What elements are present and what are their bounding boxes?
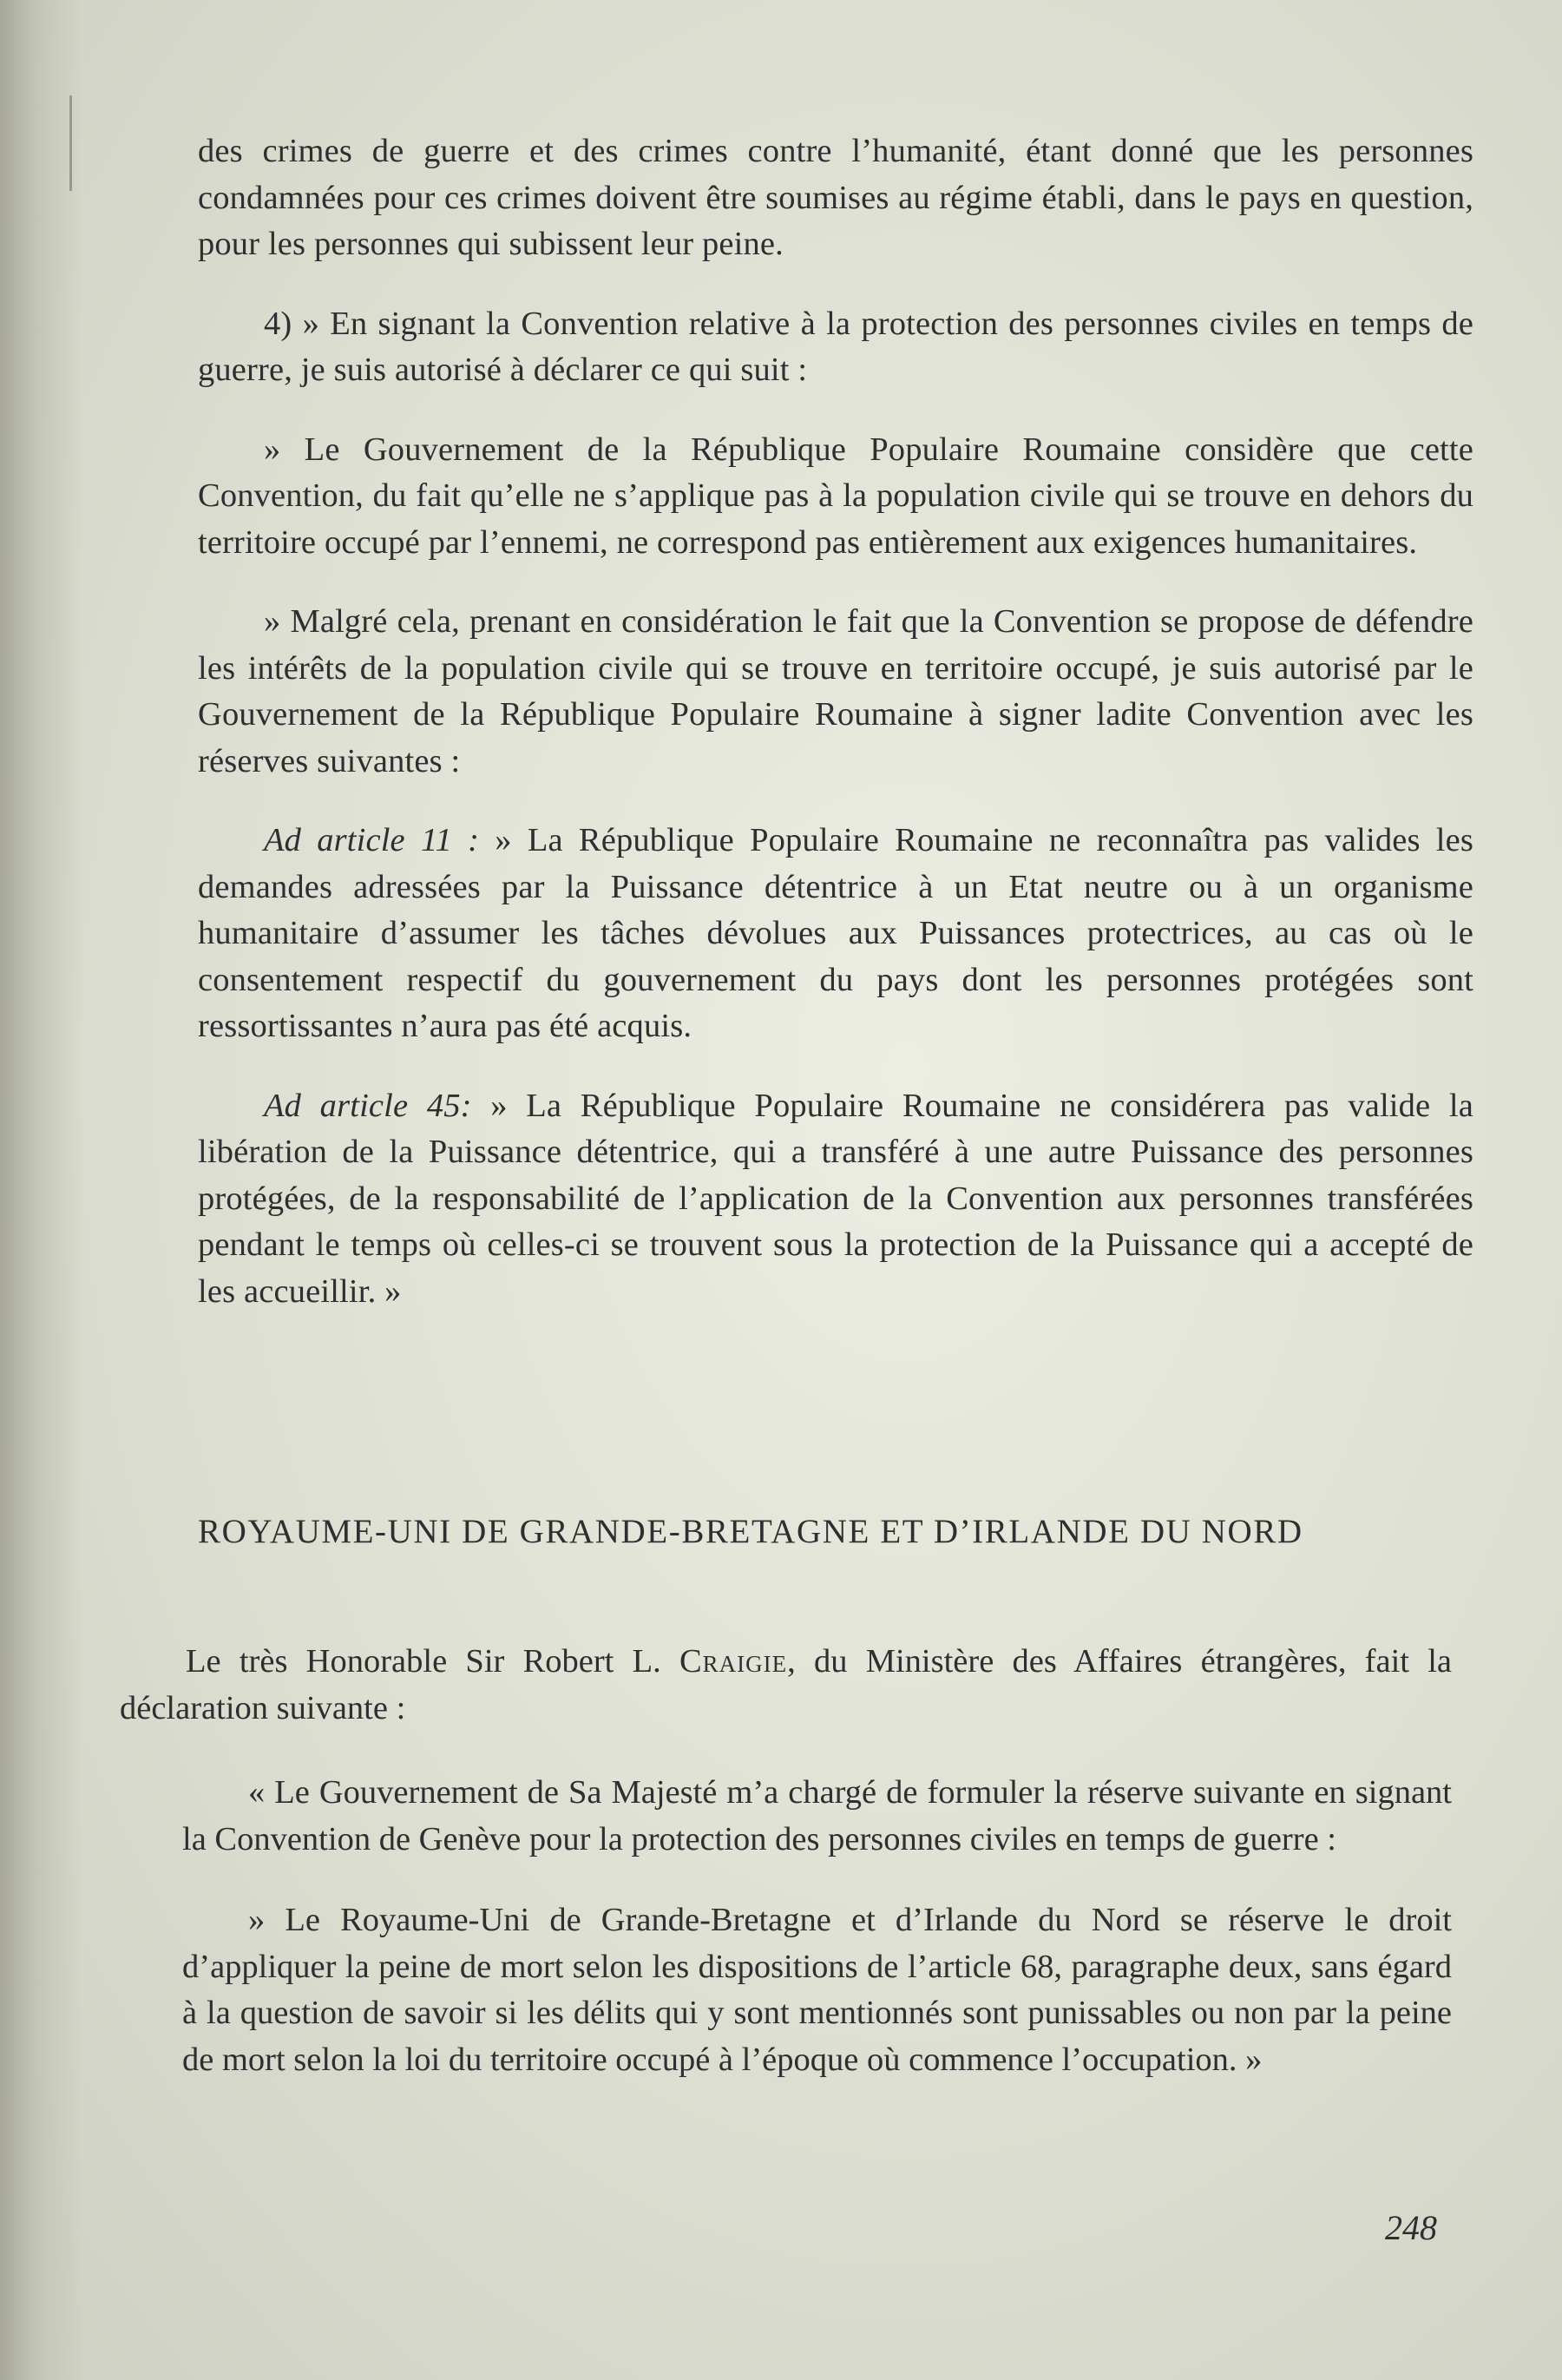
section-heading-uk: ROYAUME-UNI DE GRANDE-BRETAGNE ET D’IRLANDE DU NORD: [198, 1513, 1303, 1550]
article-45-label: Ad article 45:: [264, 1087, 472, 1124]
uk-reservation-paragraph: » Le Royaume-Uni de Grande-Bretagne et d’Irlande du Nord se réserve le droit d’appliquer la peine de mort selon les dispositions de l’article 68, paragraphe deux, sans égard à la question de savoir si les délits qui y sont mentionnés sont punissables ou non par la peine de mort selon la loi du territoire occupé à l’époque où commence l’occupation. »: [182, 1902, 1452, 2078]
article-45-text: » La République Populaire Roumaine ne considérera pas valide la libération de la Puissance détentrice, qui a transféré à une autre Puissance des personnes protégées, de la responsabilité de l’application de la Convention aux personnes transférées pendant le temps où celles-ci se trouvent sous la protection de la Puissance qui a accepté de les accueillir. »: [198, 1087, 1473, 1310]
uk-intro-paragraph: [120, 1639, 1452, 1732]
article-11-label: Ad article 11 :: [264, 822, 480, 858]
romania-declaration-text: [198, 128, 1473, 1348]
paragraph-continuation: des crimes de guerre et des crimes contre l’humanité, étant donné que les personnes condamnées pour ces crimes doivent être soumises au régime établi, dans le pays en question, pour les personnes qui subissent leur peine.: [198, 133, 1473, 262]
paragraph-government-position: » Le Gouvernement de la République Populaire Roumaine considère que cette Convention, du fait qu’elle ne s’applique pas à la population civile qui se trouve en dehors du territoire occupé par l’ennemi, ne correspond pas entièrement aux exigences humanitaires.: [198, 431, 1473, 561]
uk-intro-after: , du Ministère des Affaires étrangères, fait la déclaration suivante :: [120, 1643, 1453, 1726]
paragraph-point-4: 4) » En signant la Convention relative à la protection des personnes civiles en temps de guerre, je suis autorisé à déclarer ce qui suit :: [198, 305, 1473, 388]
page-gutter: [0, 0, 82, 2380]
uk-declaration-text: [120, 1639, 1452, 2118]
article-11-text: » La République Populaire Roumaine ne reconnaîtra pas valides les demandes adressées par la Puissance détentrice à un Etat neutre ou à un organisme humanitaire d’assumer les tâches dévolues aux Puissances protectrices, au cas où le consentement respectif du gouvernement du pays dont les personnes protégées sont ressortissantes n’aura pas été acquis.: [198, 822, 1473, 1044]
speaker-name: Craigie: [679, 1643, 788, 1680]
uk-quote-paragraph: « Le Gouvernement de Sa Majesté m’a chargé de formuler la réserve suivante en signant la Convention de Genève pour la protection des personnes civiles en temps de guerre :: [182, 1774, 1452, 1857]
gutter-mark: [69, 95, 72, 191]
paragraph-ad-article-11: [198, 818, 1473, 1050]
page-number: 248: [1385, 2208, 1437, 2247]
uk-intro-before: Le très Honorable Sir Robert L.: [186, 1643, 679, 1680]
paragraph-reservations-intro: » Malgré cela, prenant en considération le fait que la Convention se propose de défendre les intérêts de la population civile qui se trouve en territoire occupé, je suis autorisé par le Gouvernement de la République Populaire Roumaine à signer ladite Convention avec les réserves suivantes :: [198, 603, 1473, 779]
paragraph-ad-article-45: [198, 1083, 1473, 1316]
